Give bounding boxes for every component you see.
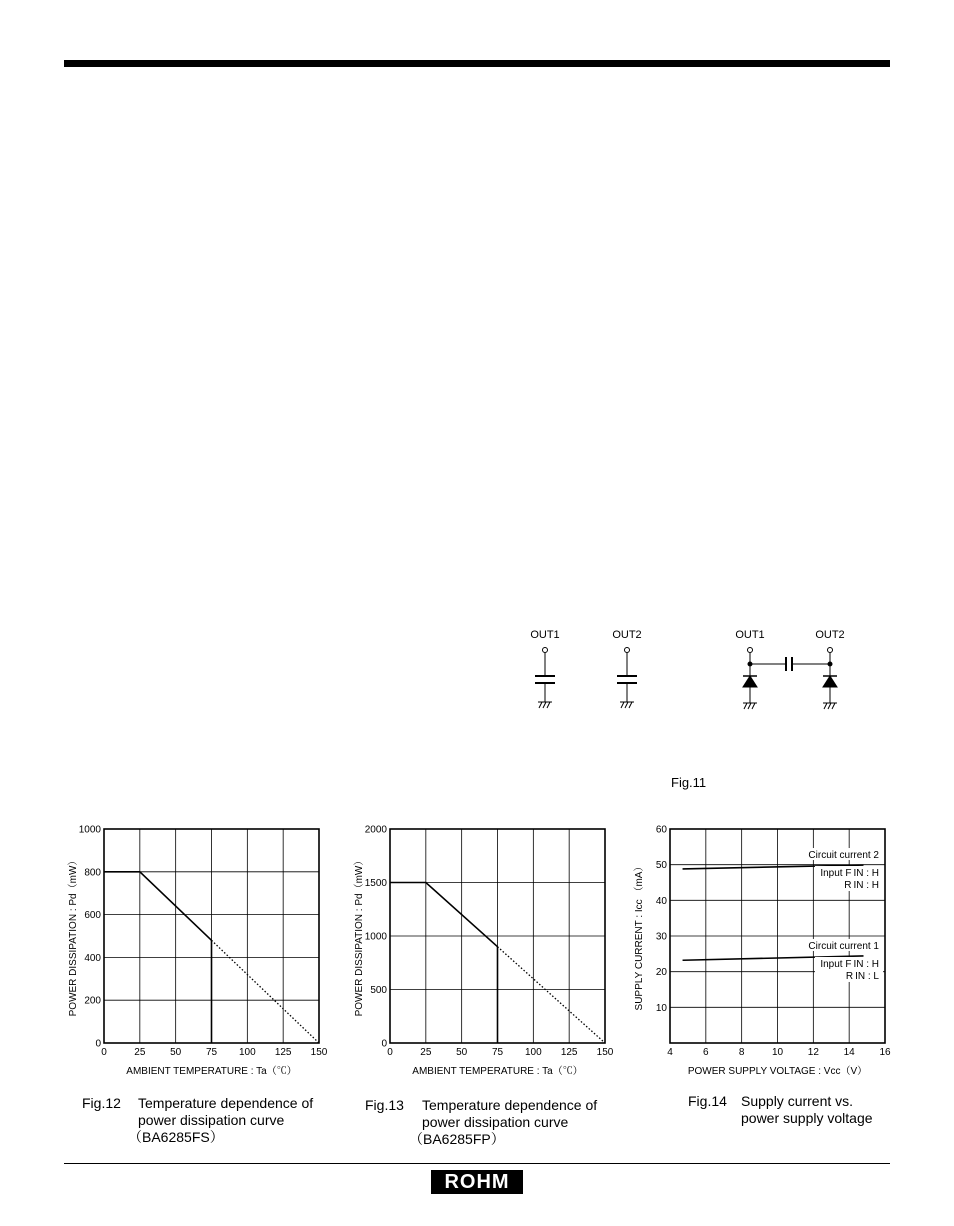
y-tick-label: 2000 bbox=[364, 824, 387, 836]
x-tick-label: 14 bbox=[843, 1047, 855, 1058]
fig11-left-circuit bbox=[535, 648, 637, 709]
y-axis-label: POWER DISSIPATION : Pd（mW） bbox=[354, 855, 365, 1017]
series-line bbox=[104, 872, 212, 940]
fig13-line2: power dissipation curve bbox=[422, 1114, 569, 1130]
label-out1-left: OUT1 bbox=[530, 629, 560, 641]
y-tick-label: 60 bbox=[655, 824, 667, 836]
chart-supply-current bbox=[633, 825, 891, 1078]
terminal-circle bbox=[543, 648, 548, 653]
y-tick-label: 10 bbox=[655, 1002, 667, 1014]
x-tick-label: 100 bbox=[238, 1047, 256, 1058]
y-tick-label: 20 bbox=[655, 967, 667, 979]
x-axis-label: POWER SUPPLY VOLTAGE : Vcc（V） bbox=[687, 1066, 868, 1077]
x-tick-label: 125 bbox=[560, 1047, 578, 1058]
label-out2-left: OUT2 bbox=[612, 629, 642, 641]
fig14-caption bbox=[688, 1093, 873, 1127]
chart-power-dissipation-fp bbox=[353, 825, 614, 1078]
x-tick-label: 150 bbox=[596, 1047, 614, 1058]
x-tick-label: 0 bbox=[387, 1047, 393, 1058]
label-out2-right: OUT2 bbox=[815, 629, 845, 641]
y-tick-label: 50 bbox=[655, 860, 667, 872]
series-name-label: Circuit current 1 bbox=[808, 940, 879, 952]
fig12-label: Fig.12 bbox=[82, 1095, 121, 1111]
x-tick-label: 4 bbox=[667, 1047, 673, 1058]
series-name-label: Circuit current 2 bbox=[808, 850, 879, 862]
series-input-label: Input F IN : H bbox=[820, 958, 879, 970]
fig11-caption: Fig.11 bbox=[671, 775, 707, 790]
x-axis-label: AMBIENT TEMPERATURE : Ta（℃） bbox=[126, 1066, 297, 1077]
x-tick-label: 125 bbox=[274, 1047, 292, 1058]
series-input-label: R IN : L bbox=[845, 970, 879, 982]
y-tick-label: 0 bbox=[95, 1038, 101, 1050]
x-tick-label: 25 bbox=[134, 1047, 146, 1058]
footer-rule bbox=[64, 1163, 890, 1164]
y-tick-label: 1000 bbox=[78, 824, 101, 836]
x-tick-label: 75 bbox=[491, 1047, 504, 1058]
diode-icon bbox=[823, 676, 837, 687]
x-tick-label: 100 bbox=[524, 1047, 542, 1058]
series-input-label: R IN : H bbox=[844, 880, 879, 892]
series-line bbox=[390, 883, 498, 947]
y-tick-label: 30 bbox=[655, 931, 667, 943]
rohm-logo: ROHM bbox=[431, 1170, 523, 1194]
x-tick-label: 6 bbox=[703, 1047, 709, 1058]
y-tick-label: 1500 bbox=[364, 878, 387, 889]
terminal-circle bbox=[828, 648, 833, 653]
fig13-line3: （BA6285FP） bbox=[409, 1131, 505, 1147]
y-tick-label: 400 bbox=[84, 952, 101, 964]
fig12-line1: Temperature dependence of bbox=[138, 1095, 314, 1111]
x-tick-label: 50 bbox=[456, 1047, 468, 1058]
y-tick-label: 0 bbox=[381, 1038, 387, 1050]
fig12-line2: power dissipation curve bbox=[138, 1112, 285, 1128]
series-line bbox=[498, 947, 606, 1043]
x-tick-label: 10 bbox=[771, 1047, 784, 1058]
y-axis-label: SUPPLY CURRENT : Icc （mA） bbox=[634, 861, 645, 1011]
terminal-circle bbox=[748, 648, 753, 653]
y-axis-label: POWER DISSIPATION : Pd（mW） bbox=[68, 855, 79, 1017]
y-tick-label: 800 bbox=[84, 867, 101, 879]
x-tick-label: 16 bbox=[879, 1047, 891, 1058]
diode-icon bbox=[743, 676, 757, 687]
x-tick-label: 75 bbox=[205, 1047, 218, 1058]
fig12-caption bbox=[82, 1095, 313, 1146]
y-tick-label: 1000 bbox=[364, 931, 387, 943]
fig13-label: Fig.13 bbox=[365, 1097, 404, 1113]
x-tick-label: 8 bbox=[738, 1047, 745, 1058]
series-line bbox=[212, 940, 320, 1043]
x-tick-label: 0 bbox=[101, 1047, 107, 1058]
fig14-line2: power supply voltage bbox=[741, 1110, 873, 1126]
fig12-line3: （BA6285FS） bbox=[128, 1129, 224, 1145]
x-axis-label: AMBIENT TEMPERATURE : Ta（℃） bbox=[412, 1066, 583, 1077]
label-out1-right: OUT1 bbox=[735, 629, 765, 641]
fig14-line1: Supply current vs. bbox=[741, 1093, 854, 1109]
x-tick-label: 25 bbox=[420, 1047, 432, 1058]
series-input-label: Input F IN : H bbox=[820, 868, 879, 880]
fig14-label: Fig.14 bbox=[688, 1093, 727, 1109]
fig13-caption bbox=[365, 1097, 597, 1148]
y-tick-label: 200 bbox=[84, 995, 101, 1007]
x-tick-label: 50 bbox=[170, 1047, 182, 1058]
y-tick-label: 40 bbox=[655, 895, 667, 907]
y-tick-label: 500 bbox=[370, 985, 387, 996]
fig13-line1: Temperature dependence of bbox=[422, 1097, 598, 1113]
fig11-right-circuit bbox=[743, 648, 837, 710]
y-tick-label: 600 bbox=[84, 910, 101, 922]
x-tick-label: 150 bbox=[310, 1047, 328, 1058]
terminal-circle bbox=[625, 648, 630, 653]
x-tick-label: 12 bbox=[807, 1047, 819, 1058]
chart-power-dissipation-fs bbox=[67, 825, 328, 1078]
